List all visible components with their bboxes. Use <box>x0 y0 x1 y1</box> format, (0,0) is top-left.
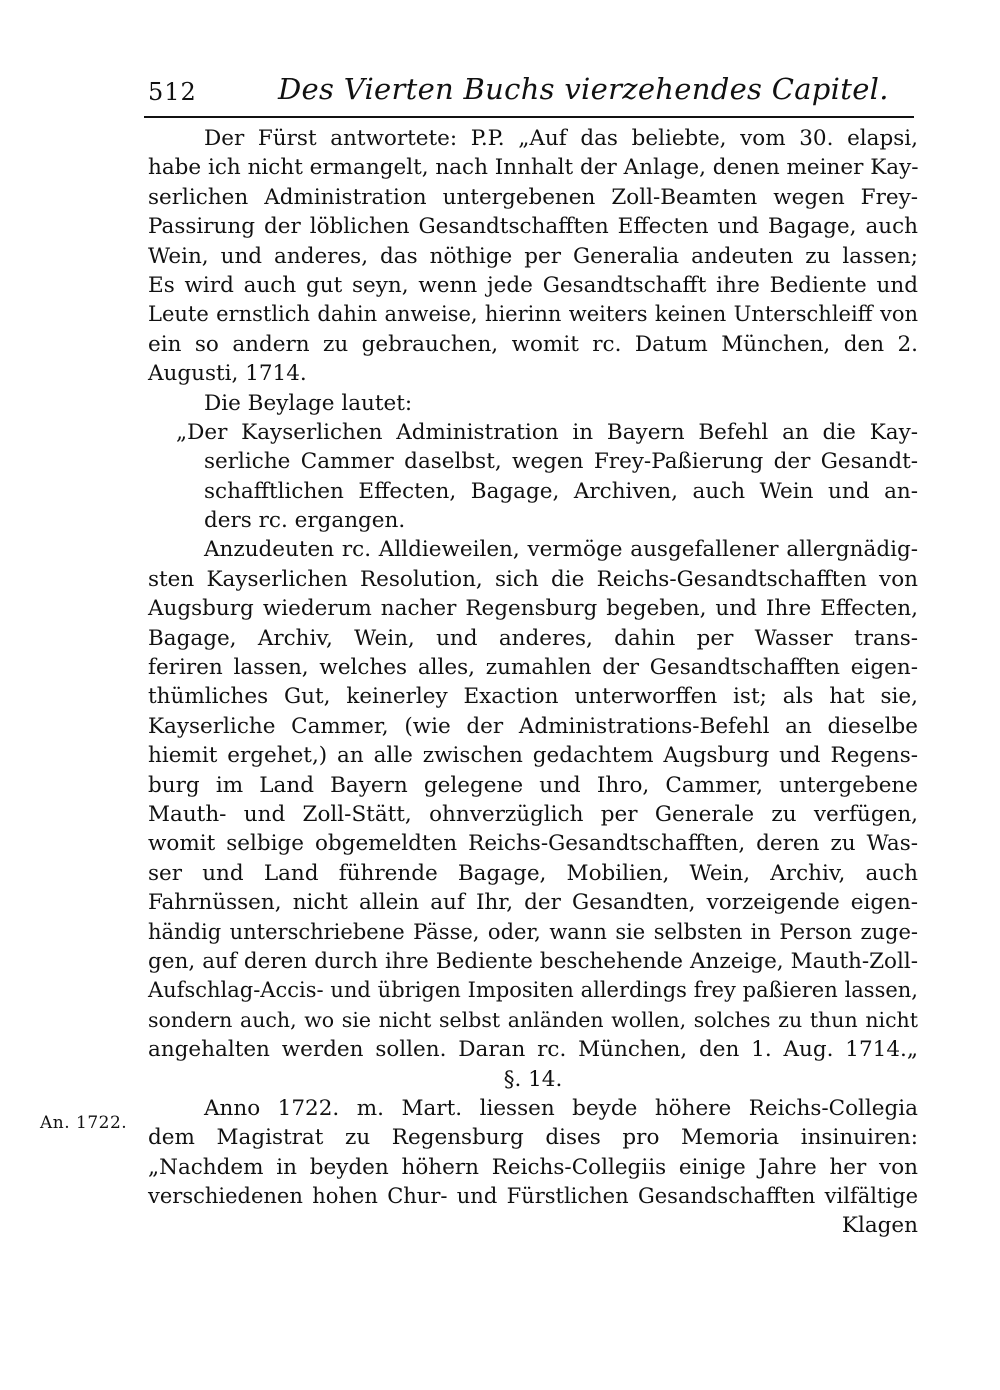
text-line: händig unterschriebene Pässe, oder, wann sie selbsten in Person zuge- <box>148 919 918 944</box>
text-line: serlichen Administration untergebenen Zoll-Beamten wegen Frey- <box>148 184 918 210</box>
text-line: Die Beylage lautet: <box>204 390 413 416</box>
text-line: ein so andern zu gebrauchen, womit rc. Datum München, den 2. <box>148 331 918 357</box>
text-line: Passirung der löblichen Gesandtschafften Effecten und Bagage, auch <box>148 214 918 240</box>
text-line: schafftlichen Effecten, Bagage, Archiven, auch Wein und an- <box>204 478 918 504</box>
text-line: hiemit ergehet,) an alle zwischen gedachtem Augsburg und Regens- <box>148 743 918 769</box>
text-line: ders rc. ergangen. <box>204 508 406 534</box>
text-line: „Der Kayserlichen Administration in Bayern Befehl an die Kay- <box>176 419 918 445</box>
text-line: ser und Land führende Bagage, Mobilien, Wein, Archiv, auch <box>148 860 918 886</box>
text-line: Leute ernstlich dahin anweise, hierinn weiters keinen Unterschleiff von <box>148 302 918 327</box>
margin-note: An. 1722. <box>40 1113 128 1133</box>
page-header <box>148 66 918 112</box>
text-line: sondern auch, wo sie nicht selbst anländen wollen, solches zu thun nicht <box>148 1007 918 1032</box>
text-line: womit selbige obgemeldten Reichs-Gesandtschafften, deren zu Was- <box>148 831 918 857</box>
page-number: 512 <box>148 78 197 106</box>
text-line: sten Kayserlichen Resolution, sich die Reichs-Gesandtschafften von <box>148 566 918 592</box>
text-line: „Nachdem in beyden höhern Reichs-Collegiis einige Jahre her von <box>148 1154 918 1180</box>
text-line: Anzudeuten rc. Alldieweilen, vermöge ausgefallener allergnädig- <box>204 537 918 563</box>
text-line: dem Magistrat zu Regensburg dises pro Memoria insinuiren: <box>148 1125 918 1151</box>
text-line: Augsburg wiederum nacher Regensburg begeben, und Ihre Effecten, <box>148 596 918 622</box>
text-line: Kayserliche Cammer, (wie der Administrations-Befehl an dieselbe <box>148 713 918 739</box>
text-line: habe ich nicht ermangelt, nach Innhalt der Anlage, denen meiner Kay- <box>148 155 919 181</box>
text-line: Der Fürst antwortete: P.P. „Auf das beliebte, vom 30. elapsi, <box>204 126 918 151</box>
header-rule <box>144 116 914 118</box>
text-line: verschiedenen hohen Chur- und Fürstlichen Gesandschafften vilfältige <box>148 1184 918 1209</box>
text-line: Anno 1722. m. Mart. liessen beyde höhere Reichs-Collegia <box>204 1095 918 1121</box>
text-line: angehalten werden sollen. Daran rc. München, den 1. Aug. 1714.„ <box>148 1037 918 1063</box>
text-line: Wein, und anderes, das nöthige per Generalia andeuten zu lassen; <box>148 243 918 269</box>
text-line: burg im Land Bayern gelegene und Ihro, Cammer, untergebene <box>148 772 918 798</box>
text-line: Mauth- und Zoll-Stätt, ohnverzüglich per Generale zu verfügen, <box>148 801 918 827</box>
text-line: Aufschlag-Accis- und übrigen Impositen allerdings frey paßieren lassen, <box>148 978 918 1003</box>
text-line: Fahrnüssen, nicht allein auf Ihr, der Gesandten, vorzeigende eigen- <box>148 890 918 916</box>
text-line: feriren lassen, welches alles, zumahlen der Gesandtschafften eigen- <box>148 655 918 681</box>
text-line: Es wird auch gut seyn, wenn jede Gesandtschafft ihre Bediente und <box>148 272 918 298</box>
running-head: Des Vierten Buchs vierzehendes Capitel. <box>278 72 889 106</box>
section-heading: §. 14. <box>503 1066 563 1092</box>
catchword: Klagen <box>841 1213 918 1239</box>
text-line: Augusti, 1714. <box>148 361 307 387</box>
body-text <box>148 124 918 1241</box>
text-line: gen, auf deren durch ihre Bediente beschehende Anzeige, Mauth-Zoll- <box>148 948 918 974</box>
text-line: serliche Cammer daselbst, wegen Frey-Paßierung der Gesandt- <box>204 449 918 475</box>
text-line: Bagage, Archiv, Wein, und anderes, dahin per Wasser trans- <box>148 625 918 651</box>
text-line: thümliches Gut, keinerley Exaction unterworffen ist; als hat sie, <box>148 684 918 710</box>
